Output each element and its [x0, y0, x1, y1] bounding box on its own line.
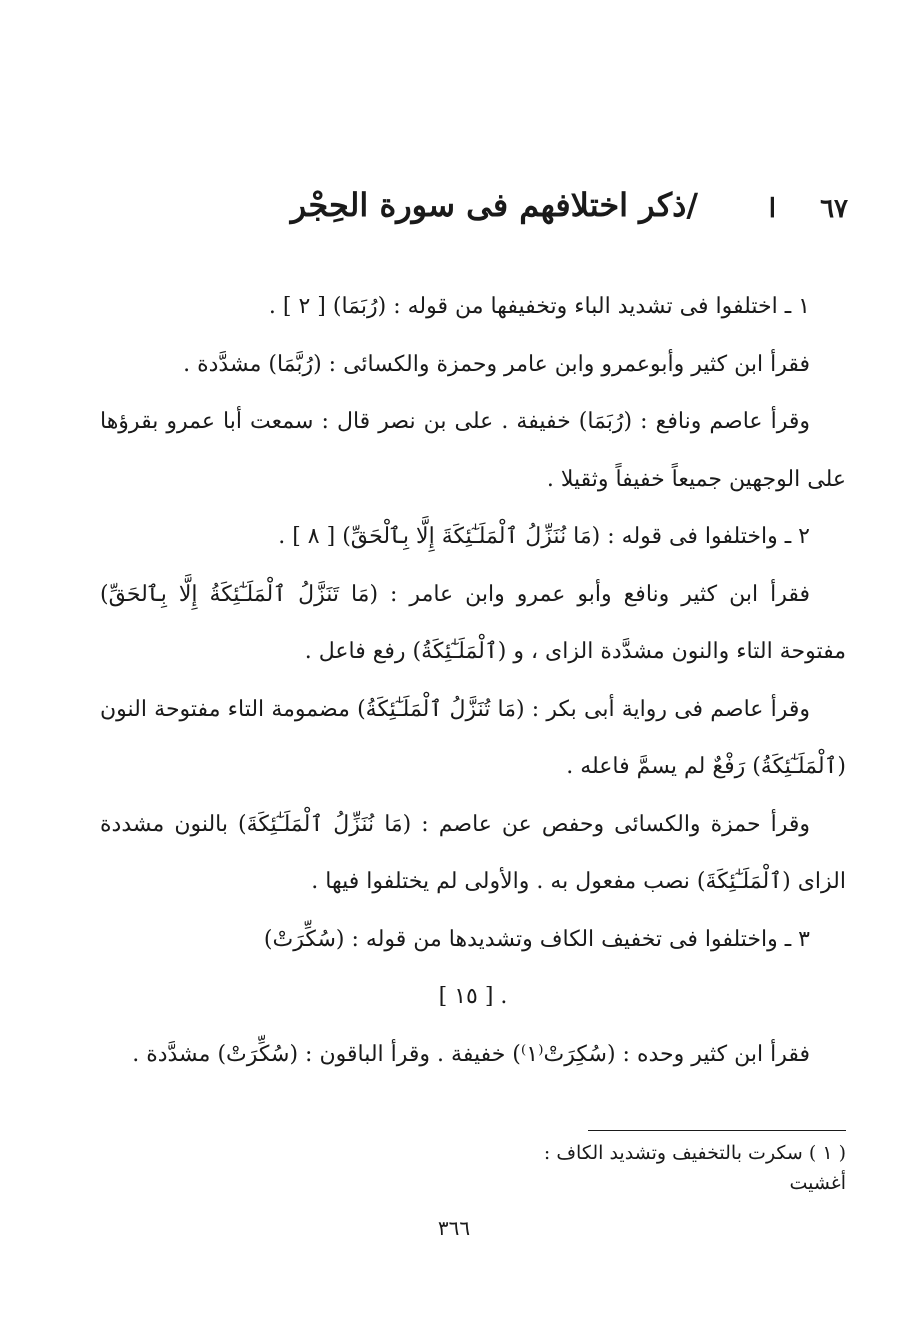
paragraph-4: ٢ ـ واختلفوا فى قوله : (مَا نُنَزِّلُ ٱلْمَلَـٰٓئِكَةَ إِلَّا بِٱلْحَقِّ) [ ٨ ] .: [278, 524, 810, 549]
paragraph-9: فقرأ ابن كثير وحده : (سُكِرَتْ⁽١⁾) خفيفة . وقرأ الباقون : (سُكِّرَتْ) مشدَّدة .: [132, 1041, 810, 1067]
main-text: [100, 278, 846, 1083]
footnote-line: أغشيت: [789, 1172, 846, 1194]
paragraph-7: وقرأ حمزة والكسائى وحفص عن عاصم : (مَا نُنَزِّلُ ٱلْمَلَـٰٓئِكَةَ) بالنون مشددة الزاى (ٱلْمَلَـٰٓئِكَةَ) نصب مفعول به . والأولى لم يختلفوا فيها .: [100, 811, 846, 894]
section-marker: ا: [768, 194, 776, 224]
paragraph-6: وقرأ عاصم فى رواية أبى بكر : (مَا تُنَزَّلُ ٱلْمَلَـٰٓئِكَةُ) مضمومة التاء مفتوحة النون (ٱلْمَلَـٰٓئِكَةُ) رَفْعٌ لم يسمَّ فاعله .: [100, 696, 846, 779]
running-header: [95, 186, 848, 242]
footnote: [526, 1138, 846, 1198]
paragraph-1: ١ ـ اختلفوا فى تشديد الباء وتخفيفها من قوله : (رُبَمَا) [ ٢ ] .: [268, 294, 810, 319]
folio-number: ٣٦٦: [437, 1216, 471, 1240]
paragraph-8: ٣ ـ واختلفوا فى تخفيف الكاف وتشديدها من قوله : (سُكِّرَتْ): [263, 926, 810, 952]
chapter-title: /ذكر اختلافهم فى سورة الحِجْر: [290, 186, 698, 224]
verse-reference: . [ ١٥ ]: [438, 984, 508, 1009]
paragraph-2: فقرأ ابن كثير وأبوعمرو وابن عامر وحمزة والكسائى : (رُبَّمَا) مشدَّدة .: [183, 351, 810, 377]
paragraph-5: فقرأ ابن كثير ونافع وأبو عمرو وابن عامر : (مَا تَنَزَّلُ ٱلْمَلَـٰٓئِكَةُ إِلَّا بِٱلحَقِّ) مفتوحة التاء والنون مشدَّدة الزاى ، و (ٱلْمَلَـٰٓئِكَةُ) رفع فاعل .: [100, 581, 846, 664]
paragraph-3: وقرأ عاصم ونافع : (رُبَمَا) خفيفة . على بن نصر قال : سمعت أبا عمرو بقرؤها على الوجهين جميعاً خفيفاً وثقيلا .: [100, 409, 846, 492]
page-number: ٦٧: [820, 194, 848, 224]
footnote-divider: [588, 1130, 846, 1131]
footnote-line: ( ١ ) سكرت بالتخفيف وتشديد الكاف :: [543, 1142, 846, 1164]
